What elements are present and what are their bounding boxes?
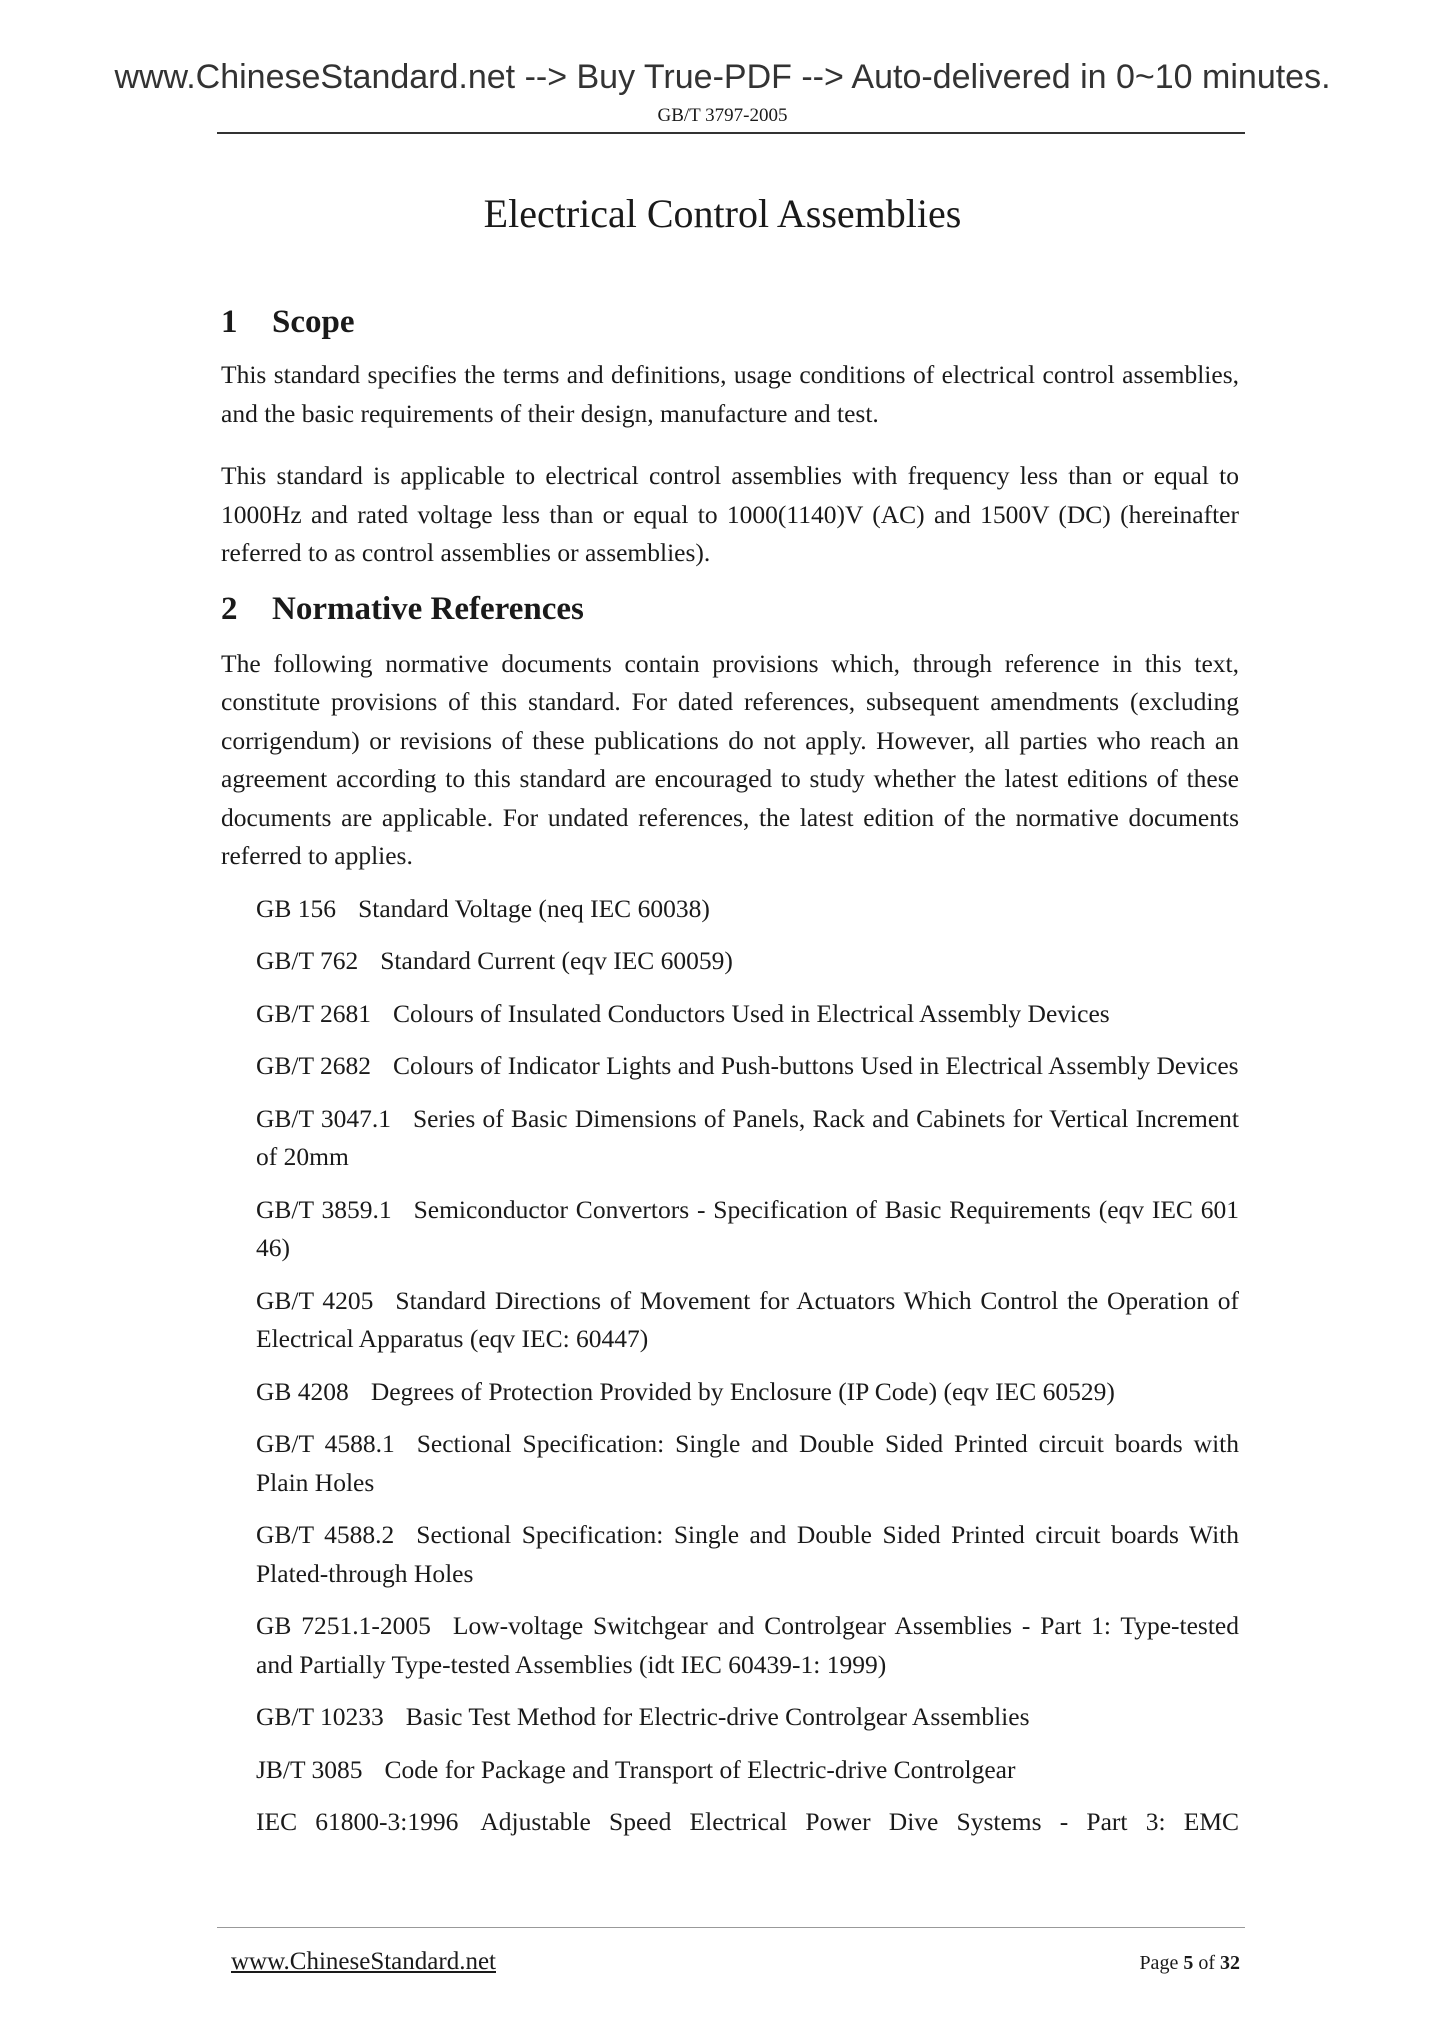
reference-item: [256, 1803, 1239, 1842]
reference-item: [256, 1698, 1239, 1737]
footer-rule: [217, 1927, 1245, 1928]
page-title: Electrical Control Assemblies: [483, 191, 962, 236]
reference-code: GB 4208: [256, 1376, 349, 1406]
reference-code: GB 7251.1-2005: [256, 1611, 431, 1640]
reference-code: GB/T 3047.1: [256, 1103, 391, 1133]
page-label: Page: [1139, 1952, 1179, 1974]
reference-item: [256, 1047, 1239, 1086]
reference-list: [221, 890, 1239, 1842]
reference-code: GB/T 4205: [256, 1285, 374, 1315]
reference-code: GB/T 762: [256, 946, 359, 975]
reference-item: [256, 1516, 1239, 1593]
page-number: [1139, 1952, 1240, 1975]
reference-title: Colours of Indicator Lights and Push-buttons Used in Electrical Assembly Devices: [393, 1051, 1239, 1080]
reference-title: Semiconductor Convertors - Specification of Basic Requirements (eqv IEC 601 46): [256, 1194, 1240, 1262]
reference-code: GB/T 2682: [256, 1051, 371, 1080]
reference-title: Sectional Specification: Single and Double Sided Printed circuit boards With Plated-through Holes: [256, 1520, 1239, 1588]
section-title: Scope: [272, 304, 355, 340]
reference-title: Series of Basic Dimensions of Panels, Rack and Cabinets for Vertical Increment of 20mm: [256, 1103, 1239, 1171]
reference-title: Code for Package and Transport of Electric-drive Controlgear: [384, 1754, 1016, 1784]
reference-title: Degrees of Protection Provided by Enclosure (IP Code) (eqv IEC 60529): [370, 1376, 1115, 1406]
reference-item: [256, 1373, 1239, 1412]
paragraph: This standard specifies the terms and definitions, usage conditions of electrical control assemblies, and the basic requirements of their design, manufacture and test.: [221, 360, 1239, 428]
reference-title: Sectional Specification: Single and Double Sided Printed circuit boards with Plain Holes: [256, 1429, 1240, 1497]
section-title: Normative References: [272, 590, 584, 627]
reference-code: GB/T 2681: [256, 998, 371, 1028]
reference-title: Colours of Insulated Conductors Used in Electrical Assembly Devices: [393, 998, 1110, 1028]
reference-code: GB 156: [256, 893, 337, 923]
reference-code: GB/T 4588.2: [256, 1520, 395, 1549]
footer-website-link[interactable]: www.ChineseStandard.net: [231, 1948, 496, 1975]
reference-item: [256, 1100, 1239, 1177]
page-total: 32: [1220, 1952, 1240, 1974]
reference-code: GB/T 4588.1: [256, 1429, 395, 1458]
doc-number: GB/T 3797-2005: [657, 105, 788, 126]
reference-item: [256, 942, 1239, 981]
reference-title: Standard Voltage (neq IEC 60038): [358, 893, 710, 923]
section-number: 1: [221, 304, 238, 340]
page-current: 5: [1183, 1952, 1194, 1974]
document-body: [221, 300, 1239, 1842]
section-number: 2: [221, 590, 238, 627]
reference-item: [256, 1282, 1239, 1359]
reference-title: Adjustable Speed Electrical Power Dive Systems - Part 3: EMC: [480, 1807, 1239, 1836]
reference-item: [256, 1607, 1239, 1684]
section-heading-normative-references: [221, 587, 1239, 631]
reference-code: GB/T 3859.1: [256, 1194, 392, 1224]
section-heading-scope: [221, 300, 1239, 344]
paragraph: This standard is applicable to electrical control assemblies with frequency less than or equal to 1000Hz and rated voltage less than or equal to 1000(1140)V (AC) and 1500V (DC) (hereinafter referred to as control assemblies or assemblies).: [221, 461, 1239, 567]
reference-item: [256, 890, 1239, 929]
paragraph: The following normative documents contain provisions which, through reference in this text, constitute provisions of this standard. For dated references, subsequent amendments (excluding corrigendum) or revisions of these publications do not apply. However, all parties who reach an agreement according to this standard are encouraged to study whether the latest editions of these documents are applicable. For undated references, the latest edition of the normative documents referred to applies.: [221, 648, 1239, 870]
reference-title: Low-voltage Switchgear and Controlgear Assemblies - Part 1: Type-tested and Partially Type-tested Assemblies (idt IEC 60439-1: 1999): [256, 1611, 1239, 1679]
header-rule: [217, 132, 1245, 134]
reference-code: JB/T 3085: [256, 1754, 363, 1784]
reference-item: [256, 1191, 1239, 1268]
reference-item: [256, 1751, 1239, 1790]
reference-code: GB/T 10233: [256, 1702, 384, 1731]
reference-item: [256, 1425, 1239, 1502]
reference-title: Basic Test Method for Electric-drive Controlgear Assemblies: [405, 1702, 1030, 1731]
page-of: of: [1198, 1952, 1215, 1974]
reference-item: [256, 995, 1239, 1034]
header-banner[interactable]: www.ChineseStandard.net --> Buy True-PDF --> Auto-delivered in 0~10 minutes.: [114, 58, 1331, 96]
reference-title: Standard Current (eqv IEC 60059): [380, 946, 733, 975]
reference-code: IEC 61800-3:1996: [256, 1807, 459, 1836]
reference-title: Standard Directions of Movement for Actuators Which Control the Operation of Electrical Apparatus (eqv IEC: 60447): [256, 1285, 1239, 1353]
